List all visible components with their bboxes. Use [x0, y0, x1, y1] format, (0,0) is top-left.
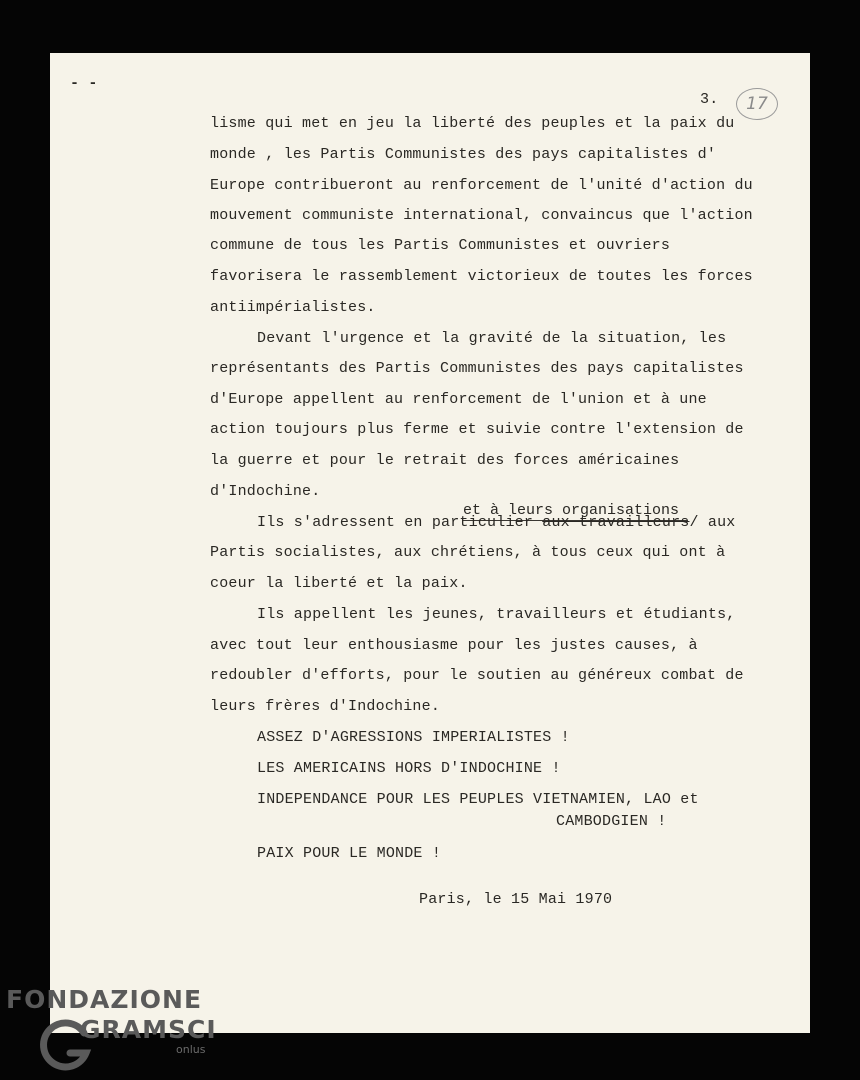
body-line: coeur la liberté et la paix.	[210, 575, 468, 592]
slogan: ASSEZ D'AGRESSIONS IMPERIALISTES !	[257, 729, 570, 746]
body-line: avec tout leur enthousiasme pour les justes causes, à	[210, 637, 698, 654]
body-line: d'Indochine.	[210, 483, 321, 500]
page-number: 3.	[700, 91, 719, 108]
watermark-line1: FONDAZIONE	[6, 985, 203, 1014]
body-line: monde , les Partis Communistes des pays capitalistes d'	[210, 146, 717, 163]
watermark-line2: GRAMSCI	[80, 1015, 217, 1044]
body-line: redoubler d'efforts, pour le soutien au généreux combat de	[210, 667, 744, 684]
struck-text: aux travailleurs	[542, 514, 690, 531]
slogan: LES AMERICAINS HORS D'INDOCHINE !	[257, 760, 561, 777]
body-line: Devant l'urgence et la gravité de la situation, les	[257, 330, 727, 347]
typed-insertion: et à leurs organisations	[463, 502, 680, 519]
slogan: CAMBODGIEN !	[556, 813, 667, 830]
body-line: antiimpérialistes.	[210, 299, 376, 316]
place-date: Paris, le 15 Mai 1970	[419, 891, 613, 908]
body-line: Europe contribueront au renforcement de l'unité d'action du	[210, 177, 753, 194]
body-line	[257, 514, 736, 532]
body-line: la guerre et pour le retrait des forces américaines	[210, 452, 680, 469]
body-line-text: / aux	[689, 514, 736, 531]
body-line: favorisera le rassemblement victorieux de toutes les forces	[210, 268, 753, 285]
body-line: Partis socialistes, aux chrétiens, à tous ceux qui ont à	[210, 544, 726, 561]
folio-stamp: 17	[736, 88, 778, 120]
body-line: commune de tous les Partis Communistes et ouvriers	[210, 237, 671, 254]
body-line: Ils appellent les jeunes, travailleurs et étudiants,	[257, 606, 736, 623]
body-line-text: Ils s'adressent en particulier	[257, 514, 543, 531]
slogan: INDEPENDANCE POUR LES PEUPLES VIETNAMIEN, LAO et	[257, 791, 699, 808]
body-line: mouvement communiste international, convaincus que l'action	[210, 207, 753, 224]
body-line: représentants des Partis Communistes des pays capitalistes	[210, 360, 744, 377]
body-line: leurs frères d'Indochine.	[210, 698, 441, 715]
fondazione-gramsci-watermark	[6, 985, 216, 1075]
body-line: lisme qui met en jeu la liberté des peuples et la paix du	[210, 115, 735, 132]
watermark-suffix: onlus	[176, 1043, 206, 1056]
corner-mark: - -	[70, 75, 98, 92]
document-page	[50, 53, 810, 1033]
body-line: action toujours plus ferme et suivie contre l'extension de	[210, 421, 744, 438]
slogan: PAIX POUR LE MONDE !	[257, 845, 442, 862]
body-line: d'Europe appellent au renforcement de l'union et à une	[210, 391, 707, 408]
